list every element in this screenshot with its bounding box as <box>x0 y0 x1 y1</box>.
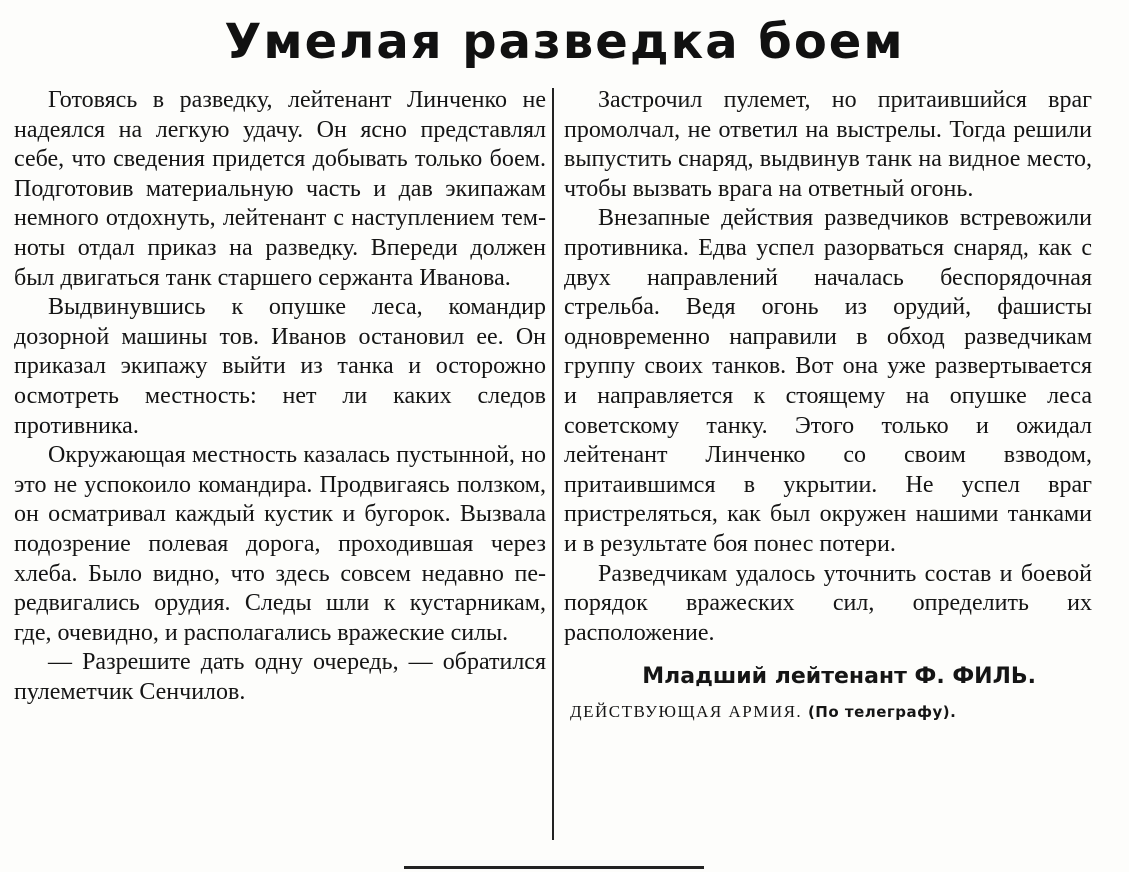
bottom-rule <box>404 866 704 869</box>
left-column <box>14 86 546 707</box>
paragraph: Разведчикам удалось уточнить состав и боевой порядок вражеских сил, определить их расположение. <box>564 560 1092 646</box>
column-divider <box>552 88 554 840</box>
right-column <box>564 86 1092 726</box>
dateline-place: ДЕЙСТВУЮЩАЯ АРМИЯ. <box>570 702 803 722</box>
dateline <box>564 698 1092 726</box>
paragraph: Застрочил пулемет, но притаившийся враг промолчал, не ответил на выстрелы. Тогда решили выпустить снаряд, выдвинув танк на видное место, чтобы вызвать врага на ответный огонь. <box>564 87 1092 202</box>
article-headline: Умелая разведка боем <box>224 14 905 70</box>
author-signature: Младший лейтенант Ф. ФИЛЬ. <box>642 664 1036 690</box>
dateline-source: (По телеграфу). <box>807 703 957 722</box>
paragraph: — Разрешите дать одну очередь, — обратился пулеметчик Сенчилов. <box>14 649 546 705</box>
paragraph: Окружающая местность казалась пустынной, но это не успокоило командира. Продвигаясь ползком, он осматривал каждый кустик и бугорок. Вызвала подозрение полевая дорога, проходившая через хлеба. Было видно, что здесь совсем недавно передвигались орудия. Следы шли к кустарникам, где, очевидно, и располагались вражеские силы. <box>14 442 546 646</box>
paragraph: Внезапные действия разведчиков встревожили противника. Едва успел разорваться снаряд, как с двух направлений началась беспорядочная стрельба. Ведя огонь из орудий, фашисты одновременно направили в обход разведчикам группу своих танков. Вот она уже развертывается и направляется к стоящему на опушке леса советскому танку. Этого только и ожидал лейтенант Линченко со своим взводом, притаившимся в укрытии. Не успел враг пристреляться, как был окружен нашими танками и в результате боя понес потери. <box>564 205 1092 557</box>
paragraph: Выдвинувшись к опушке леса, командир дозорной машины тов. Иванов остановил ее. Он приказал экипажу выйти из танка и осторожно осмотреть местность: нет ли каких следов противника. <box>14 294 546 439</box>
paragraph: Готовясь в разведку, лейтенант Линченко не надеялся на легкую удачу. Он ясно представлял себе, что сведения придется добывать только боем. Подготовив материальную часть и дав экипажам немного отдохнуть, лейтенант с наступлением темноты отдал приказ на разведку. Впереди должен был двигаться танк старшего сержанта Иванова. <box>14 87 546 291</box>
